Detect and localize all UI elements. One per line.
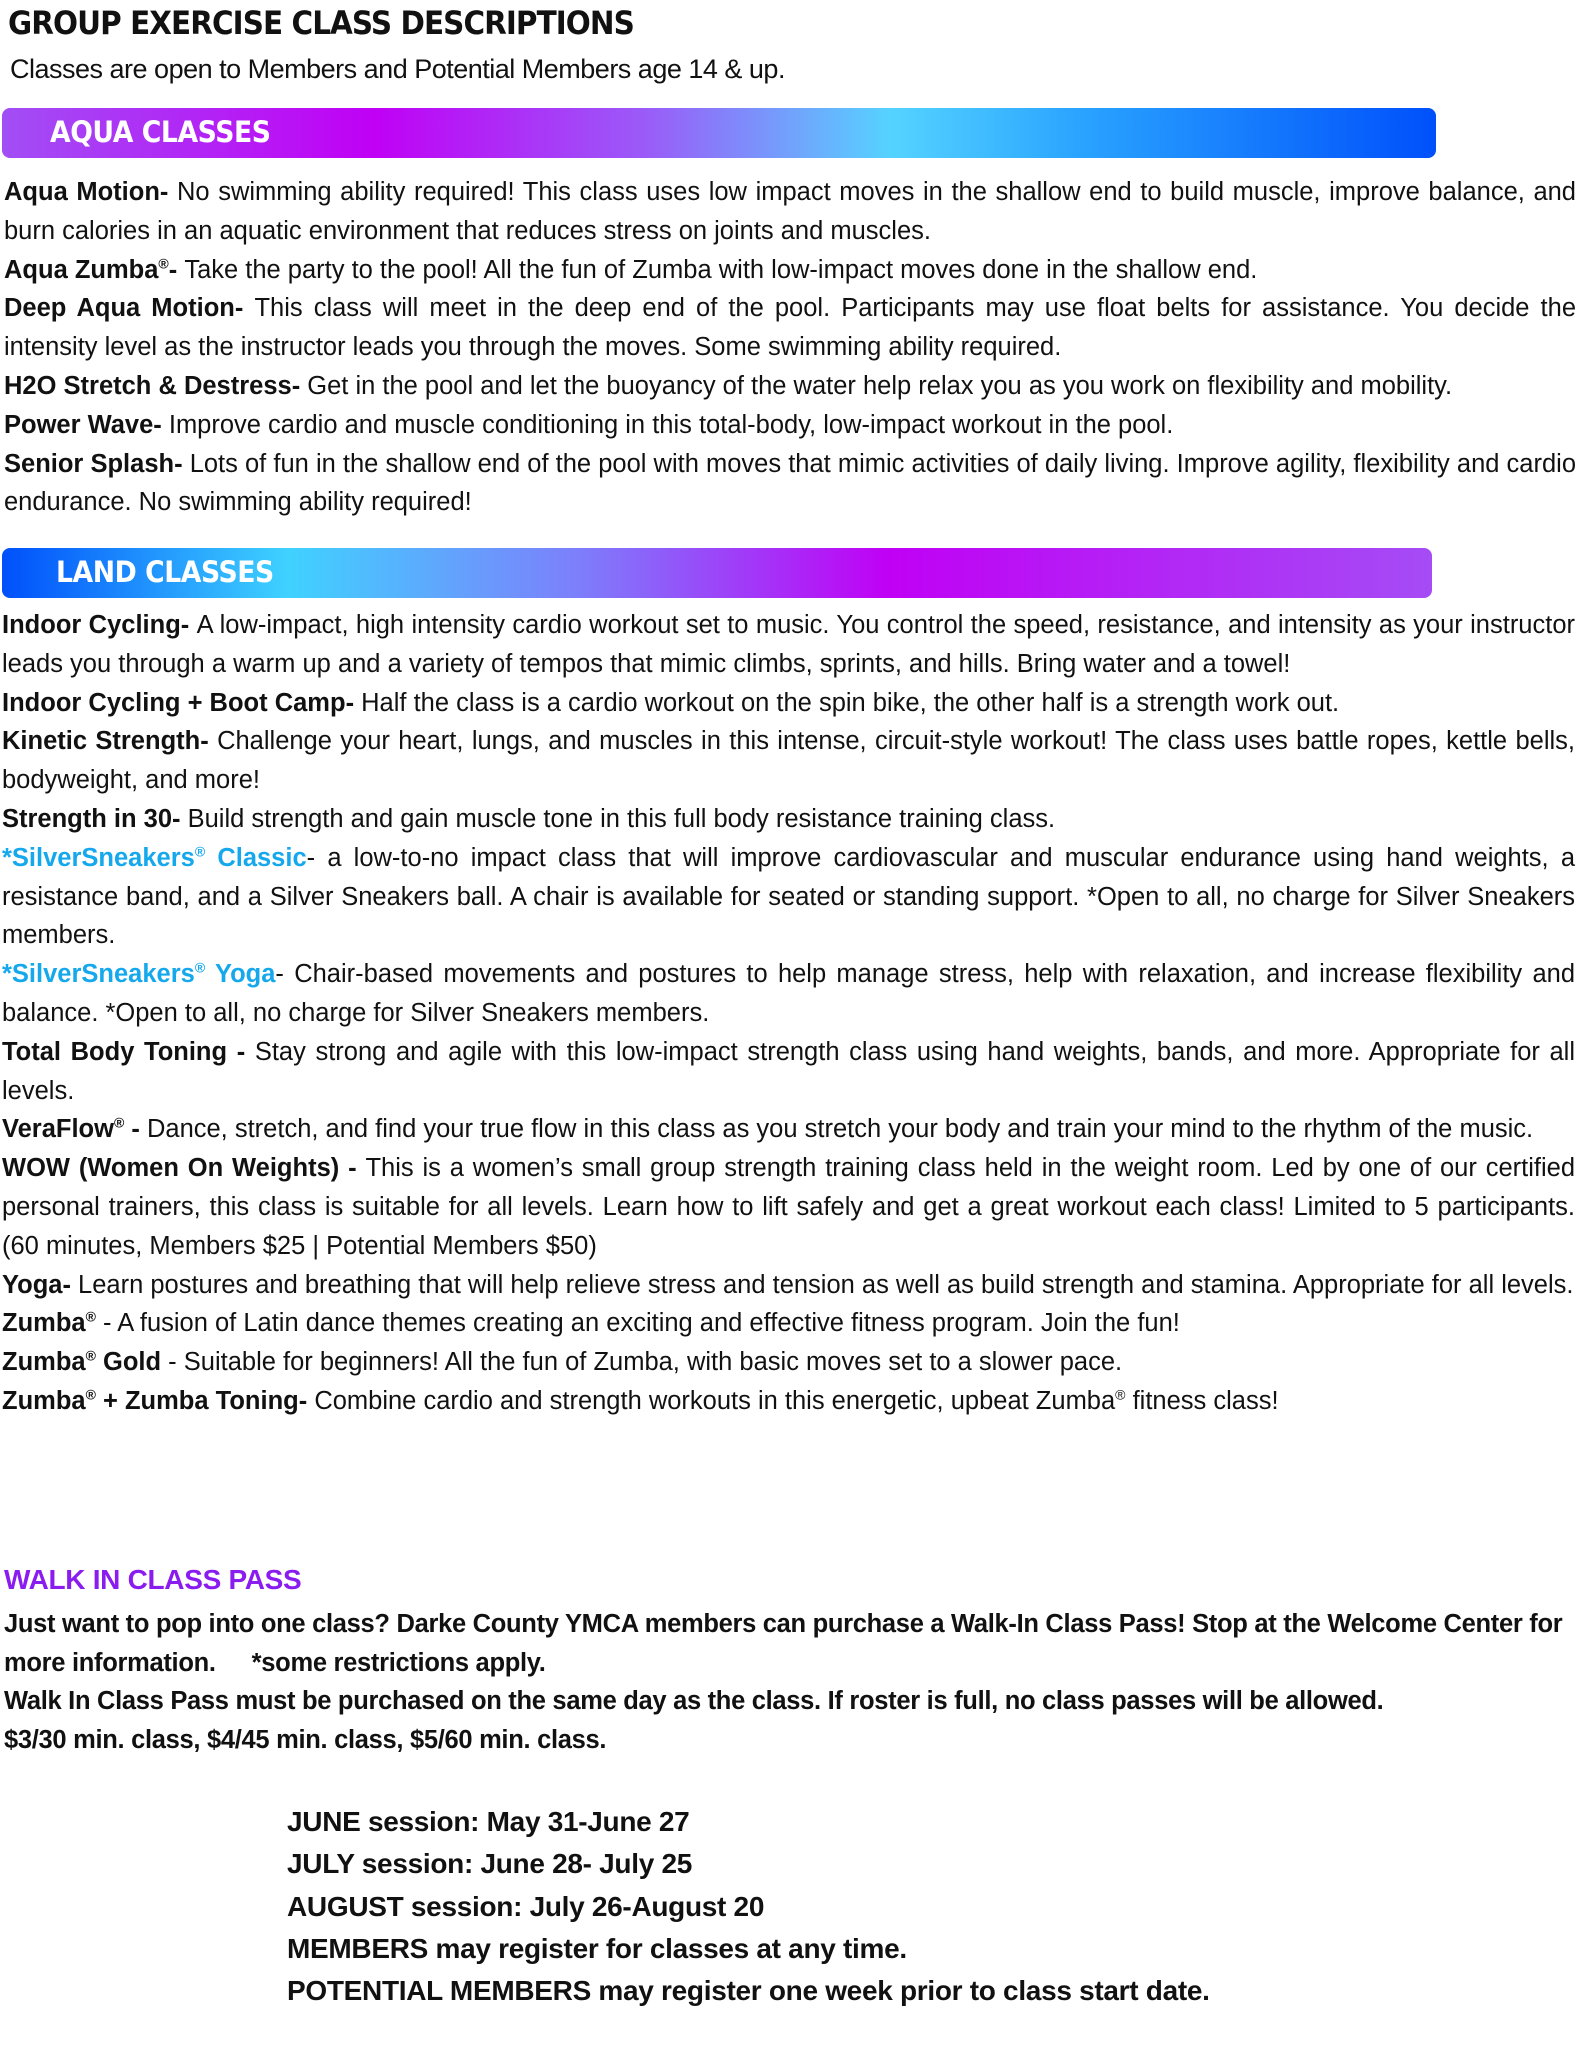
page-title: GROUP EXERCISE CLASS DESCRIPTIONS xyxy=(8,4,634,42)
session-july: JULY session: June 28- July 25 xyxy=(287,1848,692,1880)
walkin-rule: Walk In Class Pass must be purchased on the same day as the class. If roster is full, no class passes will be allowed. xyxy=(4,1687,1384,1715)
class-name: Power Wave xyxy=(4,410,154,439)
class-description: Take the party to the pool! All the fun of Zumba with low-impact moves done in the shallow end. xyxy=(184,255,1258,284)
land-class-list xyxy=(2,606,1575,1421)
class-description: Challenge your heart, lungs, and muscles in this intense, circuit-style workout! The class uses battle ropes, kettle bells, bodyweight, and more! xyxy=(2,727,1575,795)
class-entry: Strength in 30- Build strength and gain muscle tone in this full body resistance training class. xyxy=(2,804,1056,833)
class-name: Total Body Toning xyxy=(2,1037,228,1066)
class-name: WOW (Women On Weights) xyxy=(2,1154,340,1183)
aqua-class-list xyxy=(4,173,1576,522)
class-entry: Indoor Cycling + Boot Camp- Half the class is a cardio workout on the spin bike, the other half is a strength work out. xyxy=(2,688,1340,717)
class-description: No swimming ability required! This class uses low impact moves in the shallow end to build muscle, improve balance, and burn calories in an aquatic environment that reduces stress on joints and muscles. xyxy=(4,178,1576,245)
class-name: Indoor Cycling xyxy=(2,611,181,639)
class-name: H2O Stretch & Destress xyxy=(4,371,292,400)
class-name: Zumba xyxy=(2,1386,86,1415)
class-entry: Indoor Cycling- A low-impact, high intensity cardio workout set to music. You control the speed, resistance, and intensity as your instructor leads you through a warm up and a variety of tempos that mimic climbs, sprints, and hills. Bring water and a towel! xyxy=(2,611,1576,678)
class-entry: Yoga- Learn postures and breathing that will help relieve stress and tension as well as build strength and stamina. Appropriate for all levels. xyxy=(2,1270,1574,1299)
session-june: JUNE session: May 31-June 27 xyxy=(287,1806,690,1837)
class-entry: Aqua Motion- No swimming ability required! This class uses low impact moves in the shallow end to build muscle, improve balance, and burn calories in an aquatic environment that reduces stress on joints and muscles. xyxy=(4,178,1576,245)
class-name: *SilverSneakers xyxy=(2,843,195,872)
class-name: Zumba xyxy=(2,1348,86,1377)
class-description: Build strength and gain muscle tone in this full body resistance training class. xyxy=(187,804,1056,833)
class-name: Aqua Zumba xyxy=(4,255,159,284)
class-description: Stay strong and agile with this low-impact strength class using hand weights, bands, and more. Appropriate for all levels. xyxy=(2,1037,1576,1105)
aqua-classes-banner xyxy=(2,108,1436,158)
registered-mark: ® xyxy=(113,1114,125,1131)
class-name: Aqua Motion xyxy=(4,178,160,206)
class-entry: Kinetic Strength- Challenge your heart, lungs, and muscles in this intense, circuit-style workout! The class uses battle ropes, kettle bells, bodyweight, and more! xyxy=(2,727,1575,795)
class-description: A low-impact, high intensity cardio workout set to music. You control the speed, resistance, and intensity as your instructor leads you through a warm up and a variety of tempos that mimic climbs, sprints, and hills. Bring water and a towel! xyxy=(2,611,1576,678)
potential-members-registration-note: POTENTIAL MEMBERS may register one week prior to class start date. xyxy=(287,1975,1210,2007)
class-description: A fusion of Latin dance themes creating an exciting and effective fitness program. Join the fun! xyxy=(117,1309,1180,1338)
land-classes-banner xyxy=(2,548,1432,598)
class-description: Dance, stretch, and find your true flow in this class as you stretch your body and train your mind to the rhythm of the music. xyxy=(146,1115,1534,1144)
class-entry: Zumba® Gold - Suitable for beginners! All the fun of Zumba, with basic moves set to a slower pace. xyxy=(2,1347,1123,1377)
class-entry: Zumba® + Zumba Toning- Combine cardio and strength workouts in this energetic, upbeat Zumba® fitness class! xyxy=(2,1386,1279,1415)
class-description: Chair-based movements and postures to help manage stress, help with relaxation, and increase flexibility and balance. *Open to all, no charge for Silver Sneakers members. xyxy=(2,960,1575,1027)
members-registration-note: MEMBERS may register for classes at any time. xyxy=(287,1932,907,1964)
class-description: Suitable for beginners! All the fun of Zumba, with basic moves set to a slower pace. xyxy=(183,1348,1123,1377)
class-description: This is a women’s small group strength training class held in the weight room. Led by one of our certified personal trainers, this class is suitable for all levels. Learn how to lift safely and get a great workout each class! Limited to 5 participants. (60 minutes, Members $25 | Potential Members $50) xyxy=(2,1154,1576,1260)
class-entry: VeraFlow® - Dance, stretch, and find your true flow in this class as you stretch your body and train your mind to the rhythm of the music. xyxy=(2,1114,1534,1144)
registered-mark: ® xyxy=(85,1347,96,1364)
page-subtitle: Classes are open to Members and Potential Members age 14 & up. xyxy=(10,54,785,84)
class-entry: H2O Stretch & Destress- Get in the pool and let the buoyancy of the water help relax you as you work on flexibility and mobility. xyxy=(4,371,1453,400)
class-description: Combine cardio and strength workouts in this energetic, upbeat Zumba xyxy=(314,1386,1116,1415)
land-classes-heading: LAND CLASSES xyxy=(56,555,274,589)
class-name: Deep Aqua Motion xyxy=(4,294,235,323)
class-description: Get in the pool and let the buoyancy of the water help relax you as you work on flexibility and mobility. xyxy=(307,371,1453,400)
registered-mark: ® xyxy=(1115,1386,1126,1403)
session-august: AUGUST session: July 26-August 20 xyxy=(287,1890,765,1922)
aqua-classes-heading: AQUA CLASSES xyxy=(50,115,271,149)
class-entry: Zumba® - A fusion of Latin dance themes creating an exciting and effective fitness program. Join the fun! xyxy=(2,1308,1180,1338)
class-entry: Deep Aqua Motion- This class will meet in the deep end of the pool. Participants may use float belts for assistance. You decide the intensity level as the instructor leads you through the moves. Some swimming ability required. xyxy=(4,294,1576,362)
walkin-pass-info xyxy=(4,1605,1564,1759)
class-name: Zumba xyxy=(2,1309,86,1338)
class-entry: *SilverSneakers® Classic- a low-to-no impact class that will improve cardiovascular and muscular endurance using hand weights, a resistance band, and a Silver Sneakers ball. A chair is available for seated or standing support. *Open to all, no charge for Silver Sneakers members. xyxy=(2,843,1575,950)
class-name: Senior Splash xyxy=(4,449,175,478)
session-dates xyxy=(287,1801,1210,2012)
class-description: Learn postures and breathing that will help relieve stress and tension as well as build strength and stamina. Appropriate for all levels. xyxy=(78,1270,1574,1299)
class-description: Lots of fun in the shallow end of the pool with moves that mimic activities of daily living. Improve agility, flexibility and cardio endurance. No swimming ability required! xyxy=(4,449,1576,517)
registered-mark: ® xyxy=(158,255,169,272)
registered-mark: ® xyxy=(194,843,206,860)
class-name: Strength in 30 xyxy=(2,804,173,833)
walkin-pass-heading: WALK IN CLASS PASS xyxy=(4,1564,302,1595)
walkin-intro: Just want to pop into one class? Darke County YMCA members can purchase a Walk-In Class Pass! Stop at the Welcome Center for more information. *some restrictions apply. xyxy=(4,1610,1563,1677)
class-entry: Aqua Zumba®- Take the party to the pool! All the fun of Zumba with low-impact moves done in the shallow end. xyxy=(4,255,1258,284)
registered-mark: ® xyxy=(85,1386,96,1403)
class-description: This class will meet in the deep end of the pool. Participants may use float belts for assistance. You decide the intensity level as the instructor leads you through the moves. Some swimming ability required. xyxy=(4,294,1576,362)
class-name: *SilverSneakers xyxy=(2,960,195,989)
class-description: Improve cardio and muscle conditioning in this total-body, low-impact workout in the pool. xyxy=(168,410,1174,439)
class-entry: Power Wave- Improve cardio and muscle conditioning in this total-body, low-impact workout in the pool. xyxy=(4,410,1174,439)
class-description: Half the class is a cardio workout on the spin bike, the other half is a strength work out. xyxy=(361,688,1340,717)
class-name: Indoor Cycling + Boot Camp xyxy=(2,688,346,717)
class-entry: WOW (Women On Weights) - This is a women’s small group strength training class held in the weight room. Led by one of our certified personal trainers, this class is suitable for all levels. Learn how to lift safely and get a great workout each class! Limited to 5 participants. (60 minutes, Members $25 | Potential Members $50) xyxy=(2,1154,1576,1260)
registered-mark: ® xyxy=(85,1308,96,1325)
class-name: Yoga xyxy=(2,1270,63,1299)
class-name: VeraFlow xyxy=(2,1115,114,1144)
class-entry: Total Body Toning - Stay strong and agile with this low-impact strength class using hand weights, bands, and more. Appropriate for all levels. xyxy=(2,1037,1576,1105)
class-description: a low-to-no impact class that will improve cardiovascular and muscular endurance using hand weights, a resistance band, and a Silver Sneakers ball. A chair is available for seated or standing support. *Open to all, no charge for Silver Sneakers members. xyxy=(2,843,1575,950)
class-entry: *SilverSneakers® Yoga- Chair-based movements and postures to help manage stress, help with relaxation, and increase flexibility and balance. *Open to all, no charge for Silver Sneakers members. xyxy=(2,959,1575,1027)
registered-mark: ® xyxy=(194,959,206,976)
walkin-prices: $3/30 min. class, $4/45 min. class, $5/60 min. class. xyxy=(4,1725,607,1754)
restrictions-note: *some restrictions apply. xyxy=(251,1648,546,1677)
class-name: Kinetic Strength xyxy=(2,727,201,756)
class-entry: Senior Splash- Lots of fun in the shallow end of the pool with moves that mimic activities of daily living. Improve agility, flexibility and cardio endurance. No swimming ability required! xyxy=(4,449,1576,517)
